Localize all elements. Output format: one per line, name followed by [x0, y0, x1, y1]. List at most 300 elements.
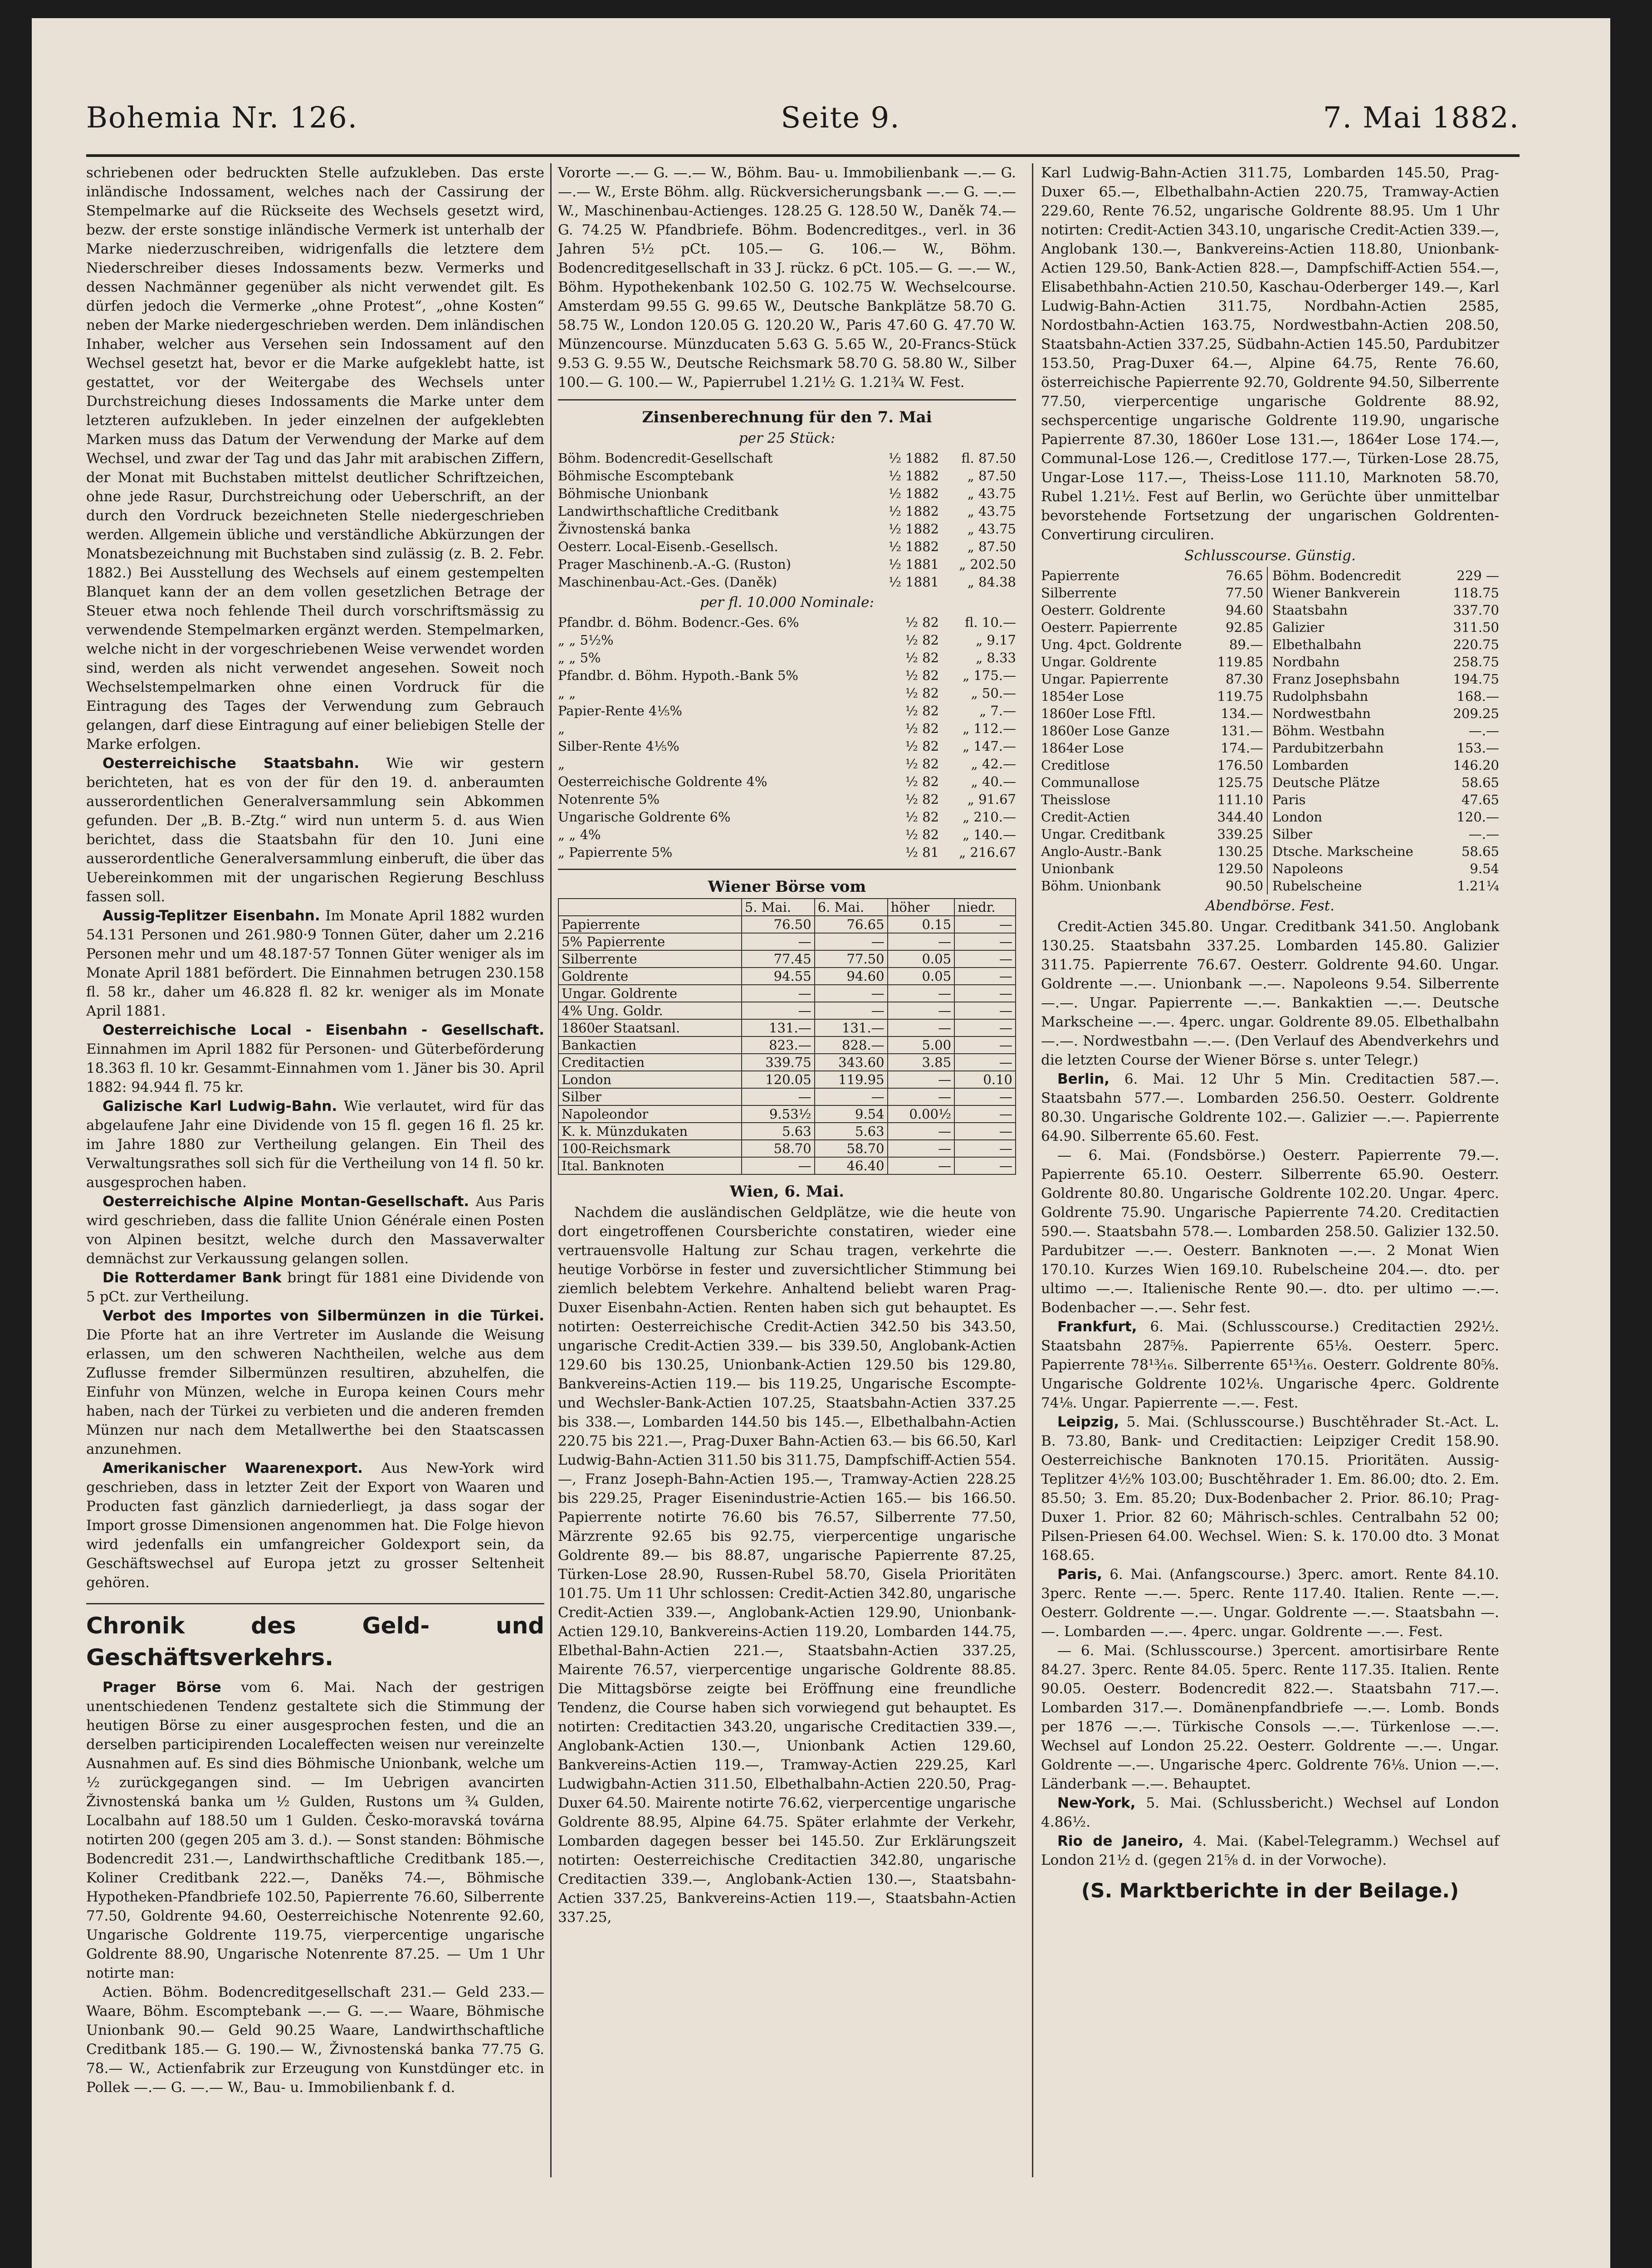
- interest-period: ½ 82: [905, 827, 939, 842]
- news-item-lead: Verbot des Importes von Silbermünzen in die Türkei.: [103, 1308, 544, 1324]
- boerse-row: [558, 1002, 1016, 1019]
- page-header: [86, 86, 1520, 150]
- interest-row: [558, 614, 1016, 631]
- schlusscourse-row: [1272, 567, 1499, 584]
- boerse-cell: —: [815, 1002, 888, 1019]
- interest-row: [558, 755, 1016, 773]
- interest-row: [558, 467, 1016, 485]
- schlusscourse-row: [1041, 567, 1263, 584]
- security-price: 58.65: [1461, 775, 1499, 790]
- interest-period: ½ 82: [905, 650, 939, 665]
- security-price: 90.50: [1225, 878, 1263, 894]
- boerse-cell: Papierrente: [558, 916, 742, 933]
- interest-value: „ 43.75: [967, 486, 1016, 501]
- news-item: [86, 1306, 544, 1459]
- interest-period: ½ 82: [905, 721, 939, 736]
- interest-name: „ „: [558, 685, 576, 701]
- foreign-markets: [1041, 1070, 1499, 1870]
- news-item-lead: Oesterreichische Local - Eisenbahn - Gesellschaft.: [103, 1022, 544, 1038]
- schlusscourse-row: [1041, 705, 1263, 722]
- boerse-title: Wiener Börse vom: [708, 878, 866, 896]
- news-item-text: 6. Mai. (Anfangscourse.) 3perc. amort. Rente 84.10. 3perc. Rente —.—. 5perc. Rente 117.40. Italien. Rente —.—. Oesterr. Goldrente —.—. Ungar. Goldrente —.—. Staatsbahn —.—. Lombarden —.—. 4perc. ungar. Goldrente —.—. Fest.: [1041, 1566, 1499, 1640]
- security-name: Nordbahn: [1272, 654, 1340, 670]
- schlusscourse-row: [1041, 774, 1263, 791]
- boerse-cell: —: [954, 1140, 1016, 1157]
- boerse-cell: —: [954, 1088, 1016, 1105]
- interest-row: [558, 450, 1016, 467]
- schlusscourse-row: [1272, 601, 1499, 619]
- boerse-cell: 339.75: [742, 1054, 815, 1071]
- boerse-cell: —: [815, 933, 888, 950]
- security-price: 58.65: [1461, 844, 1499, 859]
- interest-subtitle: per 25 Stück:: [738, 430, 836, 446]
- schlusscourse-row: [1041, 826, 1263, 843]
- boerse-cell: —: [954, 1105, 1016, 1123]
- news-item-text: 5. Mai. (Schlussbericht.) Wechsel auf London 4.86½.: [1041, 1795, 1499, 1830]
- boerse-cell: 343.60: [815, 1054, 888, 1071]
- security-name: Deutsche Plätze: [1272, 775, 1380, 790]
- interest-name: Notenrente 5%: [558, 792, 660, 807]
- news-item-text: 6. Mai. (Schlusscourse.) Creditactien 292½. Staatsbahn 287⅝. Papierrente 65⅛. Oesterr. 5perc. Papierrente 78¹³⁄₁₆. Silberrente 65¹³⁄₁₆. Oesterr. Goldrente 80⅝. Ungarische Goldrente 102⅛. Ungarische 4perc. Goldrente 74⅛. Ungar. Papierrente —.—. Fest.: [1041, 1319, 1499, 1411]
- security-price: 174.—: [1221, 740, 1263, 756]
- header-rule: [86, 154, 1520, 157]
- news-item-text: — 6. Mai. (Fondsbörse.) Oesterr. Papierrente 79.—. Papierrente 65.10. Oesterr. Silberrente 65.90. Oesterr. Goldrente 80.80. Ungarische Goldrente 102.20. Ungar. 4perc. Goldrente 75.90. Ungarische Papierrente 74.20. Creditactien 590.—. Staatsbahn 578.—. Lombarden 258.50. Galizier 132.50. Pardubitzer —.—. Oesterr. Banknoten —.—. 2 Monat Wien 170.10. Kurzes Wien 169.10. Rubelscheine 204.—. dto. per ultimo —.—. Italienische Rente 90.—. dto. per ultimo —.—. Bodenbacher —.—. Sehr fest.: [1041, 1147, 1499, 1316]
- boerse-cell: —: [742, 1088, 815, 1105]
- interest-value: „ 112.—: [963, 721, 1016, 736]
- boerse-cell: 77.45: [742, 950, 815, 968]
- schlusscourse-row: [1041, 636, 1263, 653]
- interest-name: „ Papierrente 5%: [558, 845, 673, 860]
- boerse-cell: 5.00: [888, 1036, 955, 1054]
- boerse-cell: —: [954, 968, 1016, 985]
- interest-name: „ „ 5½%: [558, 632, 614, 648]
- interest-period: ½ 1882: [888, 503, 939, 519]
- schlusscourse-row: [1272, 826, 1499, 843]
- boerse-cell: 58.70: [742, 1140, 815, 1157]
- interest-title: Zinsenberechnung für den 7. Mai: [642, 408, 932, 426]
- news-item: [1041, 1641, 1499, 1794]
- security-name: Papierrente: [1041, 568, 1119, 583]
- boerse-cell: —: [954, 1019, 1016, 1036]
- issue-date: 7. Mai 1882.: [1323, 101, 1520, 135]
- security-name: Pardubitzerbahn: [1272, 740, 1384, 756]
- news-item-lead: Berlin,: [1057, 1071, 1110, 1087]
- interest-name: Ungarische Goldrente 6%: [558, 809, 731, 825]
- boerse-cell: —: [888, 985, 955, 1002]
- schlusscourse-row: [1041, 877, 1263, 894]
- news-item: [1041, 1565, 1499, 1641]
- newspaper-page: [32, 18, 1610, 2268]
- interest-period: ½ 81: [905, 845, 939, 860]
- security-price: 176.50: [1217, 758, 1263, 773]
- column-1: [86, 163, 544, 2097]
- interest-row: [558, 503, 1016, 520]
- boerse-header-cell: [558, 899, 742, 916]
- security-price: 119.85: [1217, 654, 1263, 670]
- boerse-row: [558, 933, 1016, 950]
- boerse-cell: Ital. Banknoten: [558, 1157, 742, 1174]
- interest-name: Böhm. Bodencredit-Gesellschaft: [558, 450, 773, 466]
- boerse-cell: 9.53½: [742, 1105, 815, 1123]
- schlusscourse-row: [1272, 688, 1499, 705]
- schlusscourse-row: [1272, 705, 1499, 722]
- security-price: 92.85: [1225, 620, 1263, 635]
- schlusscourse-row: [1272, 722, 1499, 739]
- news-item-lead: Oesterreichische Staatsbahn.: [103, 755, 360, 772]
- schlusscourse-row: [1041, 757, 1263, 774]
- security-name: Böhm. Unionbank: [1041, 878, 1161, 894]
- boerse-row: [558, 1019, 1016, 1036]
- interest-period: ½ 1882: [888, 539, 939, 554]
- interest-row: [558, 573, 1016, 591]
- security-price: 220.75: [1453, 637, 1499, 652]
- interest-row: [558, 844, 1016, 861]
- security-name: Staatsbahn: [1272, 602, 1348, 618]
- security-price: 76.65: [1225, 568, 1263, 583]
- interest-period: ½ 82: [905, 809, 939, 825]
- interest-period: ½ 82: [905, 703, 939, 719]
- interest-row: [558, 791, 1016, 808]
- abendboerse-title: Abendbörse. Fest.: [1205, 898, 1335, 914]
- security-price: 344.40: [1217, 809, 1263, 825]
- security-price: 1.21¼: [1457, 878, 1499, 894]
- boerse-cell: 76.65: [815, 916, 888, 933]
- security-name: London: [1272, 809, 1323, 825]
- interest-period: ½ 1882: [888, 486, 939, 501]
- schlusscourse-row: [1272, 584, 1499, 601]
- boerse-cell: Goldrente: [558, 968, 742, 985]
- boerse-cell: —: [888, 1002, 955, 1019]
- abendboerse-report: Credit-Actien 345.80. Ungar. Creditbank 341.50. Anglobank 130.25. Staatsbahn 337.25. Lombarden 145.80. Galizier 311.75. Papierrente 76.67. Oesterr. Goldrente 94.60. Ungar. Goldrente —.—. Unionbank —.—. Napoleons 9.54. Silberrente —.—. Ungar. Papierrente —.—. Bankaktien —.—. Deutsche Markscheine —.—. 4perc. ungar. Goldrente 89.05. Elbethalbahn —.—. Nordwestbahn —.—. (Den Verlauf des Abendverkehrs und die letzten Course der Wiener Börse s. unter Telegr.): [1041, 919, 1499, 1068]
- interest-value: fl. 10.—: [965, 615, 1016, 630]
- security-name: Ung. 4pct. Goldrente: [1041, 637, 1182, 652]
- news-item-lead: New-York,: [1057, 1795, 1136, 1811]
- interest-name: Silber-Rente 4⅕%: [558, 738, 679, 754]
- boerse-cell: —: [954, 1054, 1016, 1071]
- interest-period: ½ 82: [905, 615, 939, 630]
- interest-name: Pfandbr. d. Böhm. Hypoth.-Bank 5%: [558, 668, 798, 683]
- boerse-cell: 9.54: [815, 1105, 888, 1123]
- security-name: 1864er Lose: [1041, 740, 1124, 756]
- schlusscourse-row: [1272, 860, 1499, 877]
- boerse-row: [558, 1036, 1016, 1054]
- security-name: Böhm. Westbahn: [1272, 723, 1385, 738]
- security-name: Ungar. Goldrente: [1041, 654, 1157, 670]
- interest-period: ½ 82: [905, 774, 939, 789]
- boerse-cell: —: [954, 950, 1016, 968]
- interest-row: [558, 808, 1016, 826]
- boerse-cell: 823.—: [742, 1036, 815, 1054]
- boerse-cell: —: [888, 1123, 955, 1140]
- interest-value: „ 147.—: [963, 738, 1016, 754]
- schlusscourse-right: [1272, 567, 1499, 894]
- boerse-cell: —: [888, 1157, 955, 1174]
- interest-row: [558, 773, 1016, 791]
- news-item-lead: Galizische Karl Ludwig-Bahn.: [103, 1098, 337, 1114]
- interest-value: fl. 87.50: [961, 450, 1016, 466]
- news-item-text: Einnahmen im April 1882 für Personen- und Güterbeförderung 18.363 fl. 10 kr. Gesammt-Einnahmen vom 1. Jäner bis 30. April 1882: 94.944 fl. 75 kr.: [86, 1041, 544, 1095]
- interest-value: „ 42.—: [971, 756, 1016, 772]
- schlusscourse-row: [1041, 808, 1263, 826]
- security-name: Unionbank: [1041, 861, 1114, 876]
- news-item: [86, 1678, 544, 1983]
- security-price: 258.75: [1453, 654, 1499, 670]
- security-name: Silber: [1272, 826, 1313, 842]
- interest-value: „ 216.67: [959, 845, 1016, 860]
- schlusscourse-row: [1041, 860, 1263, 877]
- security-price: 339.25: [1217, 826, 1263, 842]
- news-item-lead: Amerikanischer Waarenexport.: [103, 1460, 363, 1476]
- news-item: [1041, 1413, 1499, 1565]
- security-name: Silberrente: [1041, 585, 1117, 601]
- security-price: 311.50: [1453, 620, 1499, 635]
- boerse-cell: 46.40: [815, 1157, 888, 1174]
- interest-row: [558, 720, 1016, 738]
- boerse-cell: —: [954, 1123, 1016, 1140]
- security-price: 118.75: [1453, 585, 1499, 601]
- schlusscourse-row: [1041, 722, 1263, 739]
- schlusscourse-row: [1272, 791, 1499, 808]
- boerse-row: [558, 1123, 1016, 1140]
- schlusscourse-row: [1041, 619, 1263, 636]
- boerse-cell: Creditactien: [558, 1054, 742, 1071]
- news-item: [1041, 1317, 1499, 1413]
- security-name: Theisslose: [1041, 792, 1111, 807]
- security-name: Elbethalbahn: [1272, 637, 1362, 652]
- boerse-cell: 100-Reichsmark: [558, 1140, 742, 1157]
- interest-name: Landwirthschaftliche Creditbank: [558, 503, 779, 519]
- interest-row: [558, 631, 1016, 649]
- boerse-row: [558, 916, 1016, 933]
- security-price: 337.70: [1453, 602, 1499, 618]
- security-name: Anglo-Austr.-Bank: [1041, 844, 1162, 859]
- schlusscourse-row: [1041, 791, 1263, 808]
- boerse-row: [558, 968, 1016, 985]
- boerse-row: [558, 950, 1016, 968]
- interest-value: „ 43.75: [967, 503, 1016, 519]
- interest-value: „ 210.—: [963, 809, 1016, 825]
- boerse-cell: —: [742, 933, 815, 950]
- news-item-text: bringt für 1881 eine Dividende von 5 pCt. zur Vertheilung.: [86, 1270, 545, 1305]
- interest-row: [558, 684, 1016, 702]
- boerse-table-header: [558, 899, 1016, 916]
- page-number: Seite 9.: [781, 101, 900, 135]
- boerse-table: [558, 898, 1016, 1175]
- interest-table: [558, 614, 1016, 861]
- schlusscourse-left: [1041, 567, 1268, 894]
- boerse-header-cell: höher: [888, 899, 955, 916]
- security-name: Credit-Actien: [1041, 809, 1130, 825]
- news-item-text: 4. Mai. (Kabel-Telegramm.) Wechsel auf London 21½ d. (gegen 21⅝ d. in der Vorwoche).: [1041, 1833, 1499, 1868]
- interest-value: „ 87.50: [967, 539, 1016, 554]
- rule: [558, 399, 1016, 401]
- boerse-cell: —: [954, 933, 1016, 950]
- wien-title: Wien, 6. Mai.: [729, 1183, 845, 1201]
- security-price: 209.25: [1453, 706, 1499, 721]
- security-name: 1854er Lose: [1041, 689, 1124, 704]
- boerse-cell: —: [954, 916, 1016, 933]
- schlusscourse-row: [1272, 670, 1499, 688]
- schlusscourse-row: [1272, 843, 1499, 860]
- boerse-cell: London: [558, 1071, 742, 1088]
- news-item: [86, 1192, 544, 1268]
- boerse-cell: 3.85: [888, 1054, 955, 1071]
- security-price: 129.50: [1217, 861, 1263, 876]
- schlusscourse-row: [1041, 843, 1263, 860]
- news-item: [1041, 1146, 1499, 1317]
- market-continuation: Vororte —.— G. —.— W., Böhm. Bau- u. Immobilienbank —.— G. —.— W., Erste Böhm. allg. Rückversicherungsbank —.— G. —.— W., Maschinenbau-Actienges. 128.25 G. 128.50 W., Daněk 74.— G. 74.25 W. Pfandbriefe. Böhm. Bodencreditges., verl. in 36 Jahren 5½ pCt. 105.— G. 106.— W., Böhm. Bodencreditgesellschaft in 33 J. rückz. 6 pCt. 105.— G. —.— W., Böhm. Hypothekenbank 102.50 G. 102.75 W. Wechselcourse. Amsterdam 99.55 G. 99.65 W., Deutsche Bankplätze 58.70 G. 58.75 W., London 120.05 G. 120.20 W., Paris 47.60 G. 47.70 W. Münzencourse. Münzducaten 5.63 G. 5.65 W., 20-Francs-Stück 9.53 G. 9.55 W., Deutsche Reichsmark 58.70 G. 58.80 W., Silber 100.— G. 100.— W., Papierrubel 1.21½ G. 1.21¾ W. Fest.: [558, 165, 1016, 391]
- supplement-note: (S. Marktberichte in der Beilage.): [1081, 1879, 1459, 1902]
- news-list: [86, 754, 544, 1592]
- section-title: Chronik des Geld- und Geschäftsverkehrs.: [86, 1603, 544, 1673]
- schlusscourse-row: [1041, 739, 1263, 757]
- security-name: Napoleons: [1272, 861, 1344, 876]
- column-divider: [1032, 163, 1033, 2177]
- schlusscourse-row: [1272, 774, 1499, 791]
- news-item: [86, 906, 544, 1021]
- news-item-text: vom 6. Mai. Nach der gestrigen unentschiedenen Tendenz gestaltete sich die Stimmung der heutigen Börse zu einer ausgesprochen festen, und die an derselben participirenden Localeffecten weisen nur vereinzelte Ausnahmen auf. Es sind dies Böhmische Unionbank, welche um ½ zurückgegangen sind. — Im Uebrigen avancirten Živnostenská banka um ½ Gulden, Rustons um ¾ Gulden, Localbahn auf 188.50 um 1 Gulden. Česko-moravská továrna notirten 200 (gegen 205 am 3. d.). — Sonst standen: Böhmische Bodencredit 231.—, Landwirthschaftliche Creditbank 185.—, Koliner Creditbank 222.—, Daněks 74.—, Böhmische Hypotheken-Pfandbriefe 102.50, Papierrente 76.60, Silberrente 77.50, Goldrente 94.60, Oesterreichische Notenrente 92.60, Ungarische Goldrente 119.75, vierpercentige ungarische Goldrente 88.90, Ungarische Notenrente 87.25. — Um 1 Uhr notirte man:: [86, 1679, 545, 1981]
- boerse-cell: —: [888, 933, 955, 950]
- boerse-cell: —: [954, 1002, 1016, 1019]
- interest-row: [558, 538, 1016, 556]
- interest-name: Papier-Rente 4⅕%: [558, 703, 682, 719]
- security-name: Communallose: [1041, 775, 1140, 790]
- boerse-cell: Ungar. Goldrente: [558, 985, 742, 1002]
- boerse-row: [558, 1105, 1016, 1123]
- security-price: 111.10: [1217, 792, 1263, 807]
- news-item: [1041, 1832, 1499, 1870]
- news-item-text: 6. Mai. 12 Uhr 5 Min. Creditactien 587.—. Staatsbahn 577.—. Lombarden 256.50. Oesterr. Goldrente 80.30. Ungarische Goldrente 102.—. Galizier —.—. Papierrente 64.90. Silberrente 65.60. Fest.: [1041, 1071, 1499, 1144]
- interest-period: ½ 1881: [888, 557, 939, 572]
- interest-row: [558, 556, 1016, 573]
- news-item-lead: Paris,: [1057, 1566, 1102, 1583]
- boerse-cell: 0.05: [888, 950, 955, 968]
- security-name: 1860er Lose Fftl.: [1041, 706, 1156, 721]
- interest-period: ½ 1882: [888, 450, 939, 466]
- interest-name: „ „ 5%: [558, 650, 601, 665]
- boerse-cell: 94.55: [742, 968, 815, 985]
- interest-period: ½ 82: [905, 738, 939, 754]
- interest-name: Oesterreichische Goldrente 4%: [558, 774, 767, 789]
- security-price: —.—: [1468, 723, 1499, 738]
- security-price: 194.75: [1453, 671, 1499, 687]
- news-item-text: Actien. Böhm. Bodencreditgesellschaft 231.— Geld 233.— Waare, Böhm. Escomptebank —.— G. —.— Waare, Böhmische Unionbank 90.— Geld 90.25 Waare, Landwirthschaftliche Creditbank 185.— G. 190.— W., Živnostenská banka 77.75 G. 78.— W., Actienfabrik zur Erzeugung von Kunstdünger etc. in Pollek —.— G. —.— W., Bau- u. Immobilienbank f. d.: [86, 1984, 544, 2096]
- boerse-cell: 5.63: [742, 1123, 815, 1140]
- boerse-row: [558, 985, 1016, 1002]
- interest-row: [558, 485, 1016, 503]
- wien-report: Nachdem die ausländischen Geldplätze, wie die heute von dort eingetroffenen Coursberichte constatiren, wieder eine vertrauensvolle Haltung zur Schau tragen, verkehrte die heutige Vorbörse in fester und zuversichtlicher Stimmung bei ziemlich belebtem Verkehre. Anhaltend beliebt waren Prag-Duxer Eisenbahn-Actien. Renten haben sich gut behauptet. Es notirten: Oesterreichische Credit-Actien 342.50 bis 343.50, ungarische Credit-Actien 339.— bis 339.50, Anglobank-Actien 129.60 bis 130.25, Unionbank-Actien 129.50 bis 129.80, Bankvereins-Actien 119.— bis 119.25, Ungarische Escompte- und Wechsler-Bank-Actien 107.25, Staatsbahn-Actien 337.25 bis 338.—, Lombarden 144.50 bis 145.—, Elbethalbahn-Actien 220.75 bis 221.—, Prag-Duxer Bahn-Actien 63.— bis 66.50, Karl Ludwig-Bahn-Actien 311.50 bis 311.75, Dampfschiff-Actien 554.—, Franz Joseph-Bahn-Actien 195.—, Tramway-Actien 228.25 bis 229.25, Prager Eisenindustrie-Actien 165.— bis 166.50. Papierrente notirte 76.60 bis 76.57, Silberrente 77.50, Märzrente 92.65 bis 92.75, vierpercentige ungarische Goldrente 89.— bis 88.87, ungarische Papierrente 87.25, Türken-Lose 28.90, Russen-Rubel 58.70, Gisela Prioritäten 101.75. Um 11 Uhr schlossen: Credit-Actien 342.80, ungarische Credit-Actien 339.—, Anglobank-Actien 129.90, Unionbank-Actien 129.10, Bankvereins-Actien 119.20, Lombarden 144.75, Elbethal-Bahn-Actien 221.—, Staatsbahn-Actien 337.25, Mairente 76.57, vierpercentige ungarische Goldrente 88.85. Die Mittagsbörse zeigte bei Eröffnung eine freundliche Tendenz, die Course haben sich vorwiegend gut behauptet. Es notirten: Creditactien 343.20, ungarische Creditactien 339.—, Anglobank-Actien 130.—, Unionbank Actien 129.60, Bankvereins-Actien 119.—, Tramway-Actien 229.25, Karl Ludwigbahn-Actien 311.50, Elbethalbahn-Actien 220.50, Prag-Duxer 64.50. Mairente notirte 76.62, vierpercentige ungarische Goldrente 88.95, Alpine 64.75. Später erlahmte der Verkehr, Lombarden dagegen besser bei 145.50. Zur Erklärungszeit notirten: Oesterreichische Creditactien 342.80, ungarische Creditactien 339.—, Anglobank-Actien 130.—, Staatsbahn-Actien 337.25, Bankvereins-Actien 119.—, Staatsbahn-Actien 337.25,: [558, 1204, 1016, 1926]
- news-item-lead: Oesterreichische Alpine Montan-Gesellschaft.: [103, 1193, 469, 1210]
- interest-value: „ 175.—: [963, 668, 1016, 683]
- boerse-cell: 58.70: [815, 1140, 888, 1157]
- boerse-row: [558, 1071, 1016, 1088]
- security-price: 120.—: [1456, 809, 1499, 825]
- interest-table: [558, 450, 1016, 591]
- boerse-cell: Napoleondor: [558, 1105, 742, 1123]
- boerse-row: [558, 1140, 1016, 1157]
- article-continuation: schriebenen oder bedruckten Stelle aufzukleben. Das erste inländische Indossament, welches nach der Cassirung der Stempelmarke auf die Rückseite des Wechsels gesetzt wird, bezw. der erste sonstige inländische Vermerk ist unterhalb der Marke niederzuschreiben, widrigenfalls die letztere dem Niederschreiber dieses Indossaments bezw. Vermerks und dessen Nachmänner gegenüber als nicht verwendet gilt. Es dürfen jedoch die Vermerke „ohne Protest“, „ohne Kosten“ neben der Marke niedergeschrieben werden. Dem inländischen Inhaber, welcher aus Versehen sein Indossament auf den Wechsel gesetzt hat, bevor er die Marke aufgeklebt hatte, ist gestattet, vor der Weitergabe des Wechsels unter Durchstreichung dieses Indossaments die Marke unter dem letzteren aufzukleben. In jeder einzelnen der aufgeklebten Marken muss das Datum der Verwendung der Marke auf dem Wechsel, und zwar der Tag und das Jahr mit arabischen Ziffern, der Monat mit Buchstaben mittelst deutlicher Schriftzeichen, ohne jede Rasur, Durchstreichung oder Ueberschrift, an der durch den Vordruck bezeichneten Stelle niedergeschrieben werden. Allgemein übliche und verständliche Abkürzungen der Monatsbezeichnung mit Buchstaben sind zulässig (z. B. 2. Febr. 1882.) Bei Ausstellung des Wechsels auf einem gestempelten Blanquet kann der an dem vollen gesetzlichen Betrage der Steuer etwa noch fehlende Theil durch vorschriftsmässig zu verwendende Stempelmarken ergänzt werden. Stempelmarken, welche nicht in der vorgeschriebenen Weise verwendet worden sind, werden als nicht verwendet angesehen. Soweit noch Wechselstempelmarken ohne einen Vordruck für die Eintragung des Tages der Verwendung zum Gebrauch gelangen, darf diese Eintragung auf einer beliebigen Stelle der Marke erfolgen.: [86, 165, 544, 753]
- schlusscourse-row: [1272, 757, 1499, 774]
- news-item-text: Wie wir gestern berichteten, hat es von der für den 19. d. anberaumten ausserordentlichen Generalversammlung sein Abkommen gefunden. Der „B. B.-Ztg.“ wird nun unterm 5. d. aus Wien berichtet, dass die Staatsbahn für den 10. Juni eine ausserordentliche Generalversammlung einberuft, die über das Uebereinkommen mit der ungarischen Regierung Beschluss fassen soll.: [86, 755, 544, 905]
- interest-period: ½ 82: [905, 792, 939, 807]
- security-name: Galizier: [1272, 620, 1325, 635]
- interest-name: Maschinenbau-Act.-Ges. (Daněk): [558, 574, 777, 590]
- boerse-row: [558, 1054, 1016, 1071]
- interest-name: „ „ 4%: [558, 827, 601, 842]
- prague-report: [86, 1678, 544, 2097]
- boerse-cell: 131.—: [742, 1019, 815, 1036]
- boerse-cell: —: [815, 985, 888, 1002]
- boerse-cell: Silberrente: [558, 950, 742, 968]
- security-name: Paris: [1272, 792, 1306, 807]
- interest-name: „: [558, 721, 565, 736]
- news-item: [86, 754, 544, 906]
- news-item: [1041, 1070, 1499, 1146]
- schlusscourse-row: [1272, 808, 1499, 826]
- security-name: Lombarden: [1272, 758, 1349, 773]
- boerse-cell: 5.63: [815, 1123, 888, 1140]
- security-name: Böhm. Bodencredit: [1272, 568, 1401, 583]
- boerse-cell: —: [888, 1019, 955, 1036]
- news-item-lead: Rio de Janeiro,: [1057, 1833, 1184, 1849]
- boerse-cell: —: [888, 1140, 955, 1157]
- boerse-cell: 119.95: [815, 1071, 888, 1088]
- boerse-cell: 131.—: [815, 1019, 888, 1036]
- news-item-text: Im Monate April 1882 wurden 54.131 Personen und 261.980·9 Tonnen Güter, daher um 2.216 Personen mehr und um 48.187·57 Tonnen Güter weniger als im Monate April 1881 befördert. Die Einnahmen betrugen 230.158 fl. 58 kr., daher um 46.828 fl. 82 kr. weniger als im Monate April 1881.: [86, 908, 544, 1019]
- news-item-text: Wie verlautet, wird für das abgelaufene Jahr eine Dividende von 15 fl. gegen 16 fl. 25 kr. im Jahre 1880 zur Vertheilung gelangen. Ein Theil des Verwaltungsrathes soll sich für die Vertheilung von 14 fl. 50 kr. ausgesprochen haben.: [86, 1098, 544, 1191]
- boerse-cell: 0.10: [954, 1071, 1016, 1088]
- interest-name: Pfandbr. d. Böhm. Bodencr.-Ges. 6%: [558, 615, 799, 630]
- security-price: 153.—: [1456, 740, 1499, 756]
- security-price: 77.50: [1225, 585, 1263, 601]
- security-price: 94.60: [1225, 602, 1263, 618]
- security-price: 146.20: [1453, 758, 1499, 773]
- boerse-cell: —: [742, 985, 815, 1002]
- boerse-cell: 1860er Staatsanl.: [558, 1019, 742, 1036]
- security-name: Ungar. Papierrente: [1041, 671, 1168, 687]
- news-item-text: Die Pforte hat an ihre Vertreter im Auslande die Weisung erlassen, um den schweren Nachtheilen, welche aus dem Zuflusse fremder Silbermünzen resultiren, abzuhelfen, die Einfuhr von Münzen, welche in Europa keinen Cours mehr haben, nach der Türkei zu verbieten und die anderen fremden Münzen nur nach dem Metallwerthe bei den Staatscassen anzunehmen.: [86, 1327, 544, 1457]
- boerse-cell: Bankactien: [558, 1036, 742, 1054]
- news-item: [86, 1097, 544, 1192]
- news-item-text: Aus Paris wird geschrieben, dass die fallite Union Générale einen Posten von Alpinen besitzt, welche durch den Massaverwalter demnächst zur Verkaussung gelangen sollen.: [86, 1193, 544, 1267]
- boerse-cell: 120.05: [742, 1071, 815, 1088]
- news-item-lead: Leipzig,: [1057, 1414, 1119, 1430]
- news-item: [86, 1983, 544, 2097]
- boerse-cell: K. k. Münzdukaten: [558, 1123, 742, 1140]
- interest-period: ½ 82: [905, 632, 939, 648]
- news-item-text: 5. Mai. (Schlusscourse.) Buschtěhrader St.-Act. L. B. 73.80, Bank- und Creditactien: Leipziger Credit 158.90. Oesterreichische Banknoten 170.15. Prioritäten. Aussig-Teplitzer 4½% 103.00; Buschtěhrader 1. Em. 86.00; dto. 2. Em. 85.50; 3. Em. 85.20; Dux-Bodenbacher 2. Prior. 86.10; Prag-Duxer 1. Prior. 82 60; Mährisch-schles. Centralbahn 52 00; Pilsen-Priesen 64.00. Wechsel. Wien: S. k. 170.00 dto. 3 Monat 168.65.: [1041, 1414, 1499, 1564]
- schlusscourse-row: [1272, 636, 1499, 653]
- interest-name: Böhmische Escomptebank: [558, 468, 734, 484]
- boerse-cell: —: [888, 1088, 955, 1105]
- schlusscourse-row: [1272, 619, 1499, 636]
- security-name: Creditlose: [1041, 758, 1110, 773]
- boerse-row: [558, 1157, 1016, 1174]
- security-name: Franz Josephsbahn: [1272, 671, 1400, 687]
- schlusscourse-row: [1041, 584, 1263, 601]
- interest-row: [558, 738, 1016, 755]
- boerse-cell: 76.50: [742, 916, 815, 933]
- interest-period: ½ 1881: [888, 574, 939, 590]
- security-name: Ungar. Creditbank: [1041, 826, 1165, 842]
- news-item-text: Aus New-York wird geschrieben, dass in letzter Zeit der Export von Waaren und Producten fast gänzlich darniederliegt, ja dass sogar der Import grosse Dimensionen angenommen hat. Die Folge hievon wird jedenfalls ein umfangreicher Goldexport sein, da Geschäftswechsel auf Europa jetzt zu grosser Seltenheit gehören.: [86, 1460, 544, 1591]
- interest-value: „ 140.—: [963, 827, 1016, 842]
- security-name: Rubelscheine: [1272, 878, 1362, 894]
- security-name: Rudolphsbahn: [1272, 689, 1369, 704]
- schlusscourse-row: [1041, 653, 1263, 670]
- interest-name: „: [558, 756, 565, 772]
- interest-value: „ 40.—: [971, 774, 1016, 789]
